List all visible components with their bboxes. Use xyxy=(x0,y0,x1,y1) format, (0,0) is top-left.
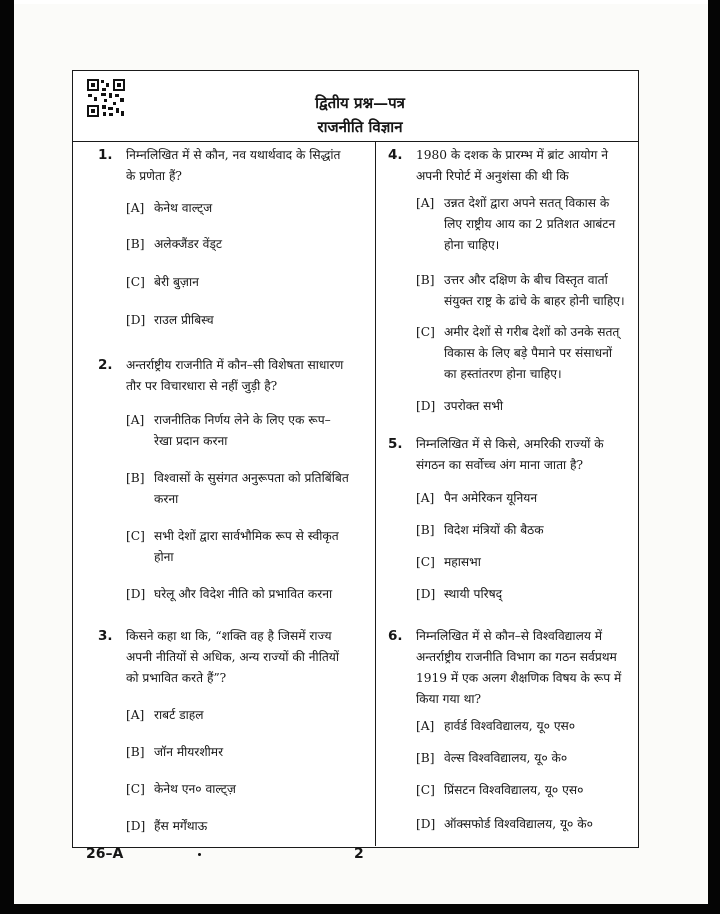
option-label: [B] xyxy=(416,273,435,287)
question-number: 6. xyxy=(388,628,403,644)
option-label: [C] xyxy=(416,325,435,339)
subject-title: राजनीति विज्ञान xyxy=(317,118,403,136)
answer-option xyxy=(126,272,380,293)
answer-option xyxy=(126,234,380,255)
option-text: वेल्स विश्वविद्यालय, यू० के० xyxy=(444,751,568,765)
answer-option xyxy=(126,310,380,331)
option-label: [A] xyxy=(416,491,435,505)
scan-border-left xyxy=(0,0,14,914)
answer-option xyxy=(416,396,662,417)
option-label: [B] xyxy=(126,745,145,759)
option-label: [D] xyxy=(416,817,436,831)
option-text: केनेथ एन० वाल्ट्ज़ xyxy=(154,782,236,796)
option-text: विदेश मंत्रियों की बैठक xyxy=(444,523,544,537)
answer-option xyxy=(416,584,662,605)
answer-option xyxy=(416,520,662,541)
question-text: को प्रभावित करते हैं”? xyxy=(126,671,227,685)
question-text: निम्नलिखित में से किसे, अमरिकी राज्यों के xyxy=(416,437,604,451)
answer-option xyxy=(416,716,662,737)
question-number: 1. xyxy=(98,147,113,163)
option-label: [A] xyxy=(126,413,145,427)
answer-option xyxy=(416,488,662,509)
option-label: [A] xyxy=(416,196,435,210)
footer-dot xyxy=(198,853,201,856)
answer-option xyxy=(126,468,380,510)
option-text: बेरी बुज़ान xyxy=(154,275,199,289)
option-text: जॉन मीयरशीमर xyxy=(154,745,224,759)
option-label: [B] xyxy=(126,471,145,485)
option-text: अमीर देशों से गरीब देशों को उनके सतत् xyxy=(444,325,620,339)
option-text: विश्वासों के सुसंगत अनुरूपता को प्रतिबिंबित xyxy=(154,471,349,485)
question-text: निम्नलिखित में से कौन–से विश्वविद्यालय में xyxy=(416,629,603,643)
option-text: विकास के लिए बड़े पैमाने पर संसाधनों xyxy=(444,346,613,360)
option-label: [A] xyxy=(126,201,145,215)
option-label: [B] xyxy=(416,751,435,765)
option-text: उन्नत देशों द्वारा अपने सतत् विकास के xyxy=(444,196,610,210)
option-text: ऑक्सफोर्ड विश्वविद्यालय, यू० के० xyxy=(444,817,593,831)
answer-option xyxy=(126,742,380,763)
option-text: हैंस मर्गेंथाऊ xyxy=(154,819,208,833)
question-number: 4. xyxy=(388,147,403,163)
option-text: प्रिंसटन विश्वविद्यालय, यू० एस० xyxy=(444,783,584,797)
question-text: किया गया था? xyxy=(416,692,482,706)
option-text: लिए राष्ट्रीय आय का 2 प्रतिशत आबंटन xyxy=(444,217,616,231)
question-number: 2. xyxy=(98,357,113,373)
option-text: राबर्ट डाहल xyxy=(154,708,204,722)
option-text: घरेलू और विदेश नीति को प्रभावित करना xyxy=(154,587,333,601)
option-label: [C] xyxy=(416,783,435,797)
answer-option xyxy=(126,584,380,605)
option-label: [D] xyxy=(126,313,146,327)
option-label: [D] xyxy=(416,587,436,601)
question-text: अन्तर्राष्ट्रीय राजनीति में कौन–सी विशेषता साधारण xyxy=(126,358,344,372)
page-number: 2 xyxy=(354,846,364,862)
option-text: उपरोक्त सभी xyxy=(444,399,504,413)
question-text: किसने कहा था कि, “शक्ति वह है जिसमें राज्य xyxy=(126,629,332,643)
option-label: [B] xyxy=(126,237,145,251)
option-text: होना xyxy=(154,550,174,564)
answer-option xyxy=(126,410,380,452)
option-label: [B] xyxy=(416,523,435,537)
answer-option xyxy=(126,705,380,726)
answer-option xyxy=(126,198,380,219)
question-number: 3. xyxy=(98,628,113,644)
scan-border-right xyxy=(708,0,720,914)
option-label: [D] xyxy=(126,587,146,601)
question-text: अपनी रिपोर्ट में अनुशंसा की थी कि xyxy=(416,169,569,183)
header-divider xyxy=(72,141,639,142)
answer-option xyxy=(126,526,380,568)
question-text: के प्रणेता हैं? xyxy=(126,169,182,183)
option-text: उत्तर और दक्षिण के बीच विस्तृत वार्ता xyxy=(444,273,608,287)
option-label: [D] xyxy=(126,819,146,833)
answer-option xyxy=(126,816,380,837)
option-text: राजनीतिक निर्णय लेने के लिए एक रूप– xyxy=(154,413,331,427)
booklet-code: 26–A xyxy=(86,846,124,862)
question-text: संगठन का सर्वोच्च अंग माना जाता है? xyxy=(416,458,584,472)
option-text: पैन अमेरिकन यूनियन xyxy=(444,491,538,505)
question-number: 5. xyxy=(388,436,403,452)
option-text: महासभा xyxy=(444,555,481,569)
option-text: स्थायी परिषद् xyxy=(444,587,503,601)
question-text: 1919 में एक अलग शैक्षणिक विषय के रूप में xyxy=(416,671,622,685)
answer-option xyxy=(416,814,662,835)
option-text: संयुक्त राष्ट्र के ढांचे के बाहर होनी चाहिए। xyxy=(444,294,625,308)
option-text: करना xyxy=(154,492,179,506)
option-label: [C] xyxy=(416,555,435,569)
option-text: का हस्तांतरण होना चाहिए। xyxy=(444,367,562,381)
option-label: [D] xyxy=(416,399,436,413)
answer-option xyxy=(126,779,380,800)
answer-option xyxy=(416,270,662,312)
option-label: [C] xyxy=(126,782,145,796)
option-text: रेखा प्रदान करना xyxy=(154,434,228,448)
answer-option xyxy=(416,780,662,801)
answer-option xyxy=(416,322,662,385)
question-text: निम्नलिखित में से कौन, नव यथार्थवाद के सिद्धांत xyxy=(126,148,341,162)
option-text: होना चाहिए। xyxy=(444,238,500,252)
option-label: [C] xyxy=(126,275,145,289)
question-text: अपनी नीतियों से अधिक, अन्य राज्यों की नीतियों xyxy=(126,650,340,664)
option-label: [A] xyxy=(416,719,435,733)
scan-border-bottom xyxy=(0,904,720,914)
option-label: [A] xyxy=(126,708,145,722)
answer-option xyxy=(416,552,662,573)
option-text: केनेथ वाल्ट्ज xyxy=(154,201,213,215)
option-text: राउल प्रीबिस्च xyxy=(154,313,214,327)
question-text: अन्तर्राष्ट्रीय राजनीति विभाग का गठन सर्वप्रथम xyxy=(416,650,617,664)
option-label: [C] xyxy=(126,529,145,543)
answer-option xyxy=(416,193,662,256)
question-text: तौर पर विचारधारा से नहीं जुड़ी है? xyxy=(126,379,278,393)
option-text: अलेक्जैंडर वेंड्ट xyxy=(154,237,223,251)
option-text: सभी देशों द्वारा सार्वभौमिक रूप से स्वीकृत xyxy=(154,529,339,543)
paper-title: द्वितीय प्रश्न—पत्र xyxy=(315,94,405,112)
question-text: 1980 के दशक के प्रारम्भ में ब्रांट आयोग ने xyxy=(416,148,608,162)
answer-option xyxy=(416,748,662,769)
option-text: हार्वर्ड विश्वविद्यालय, यू० एस० xyxy=(444,719,576,733)
